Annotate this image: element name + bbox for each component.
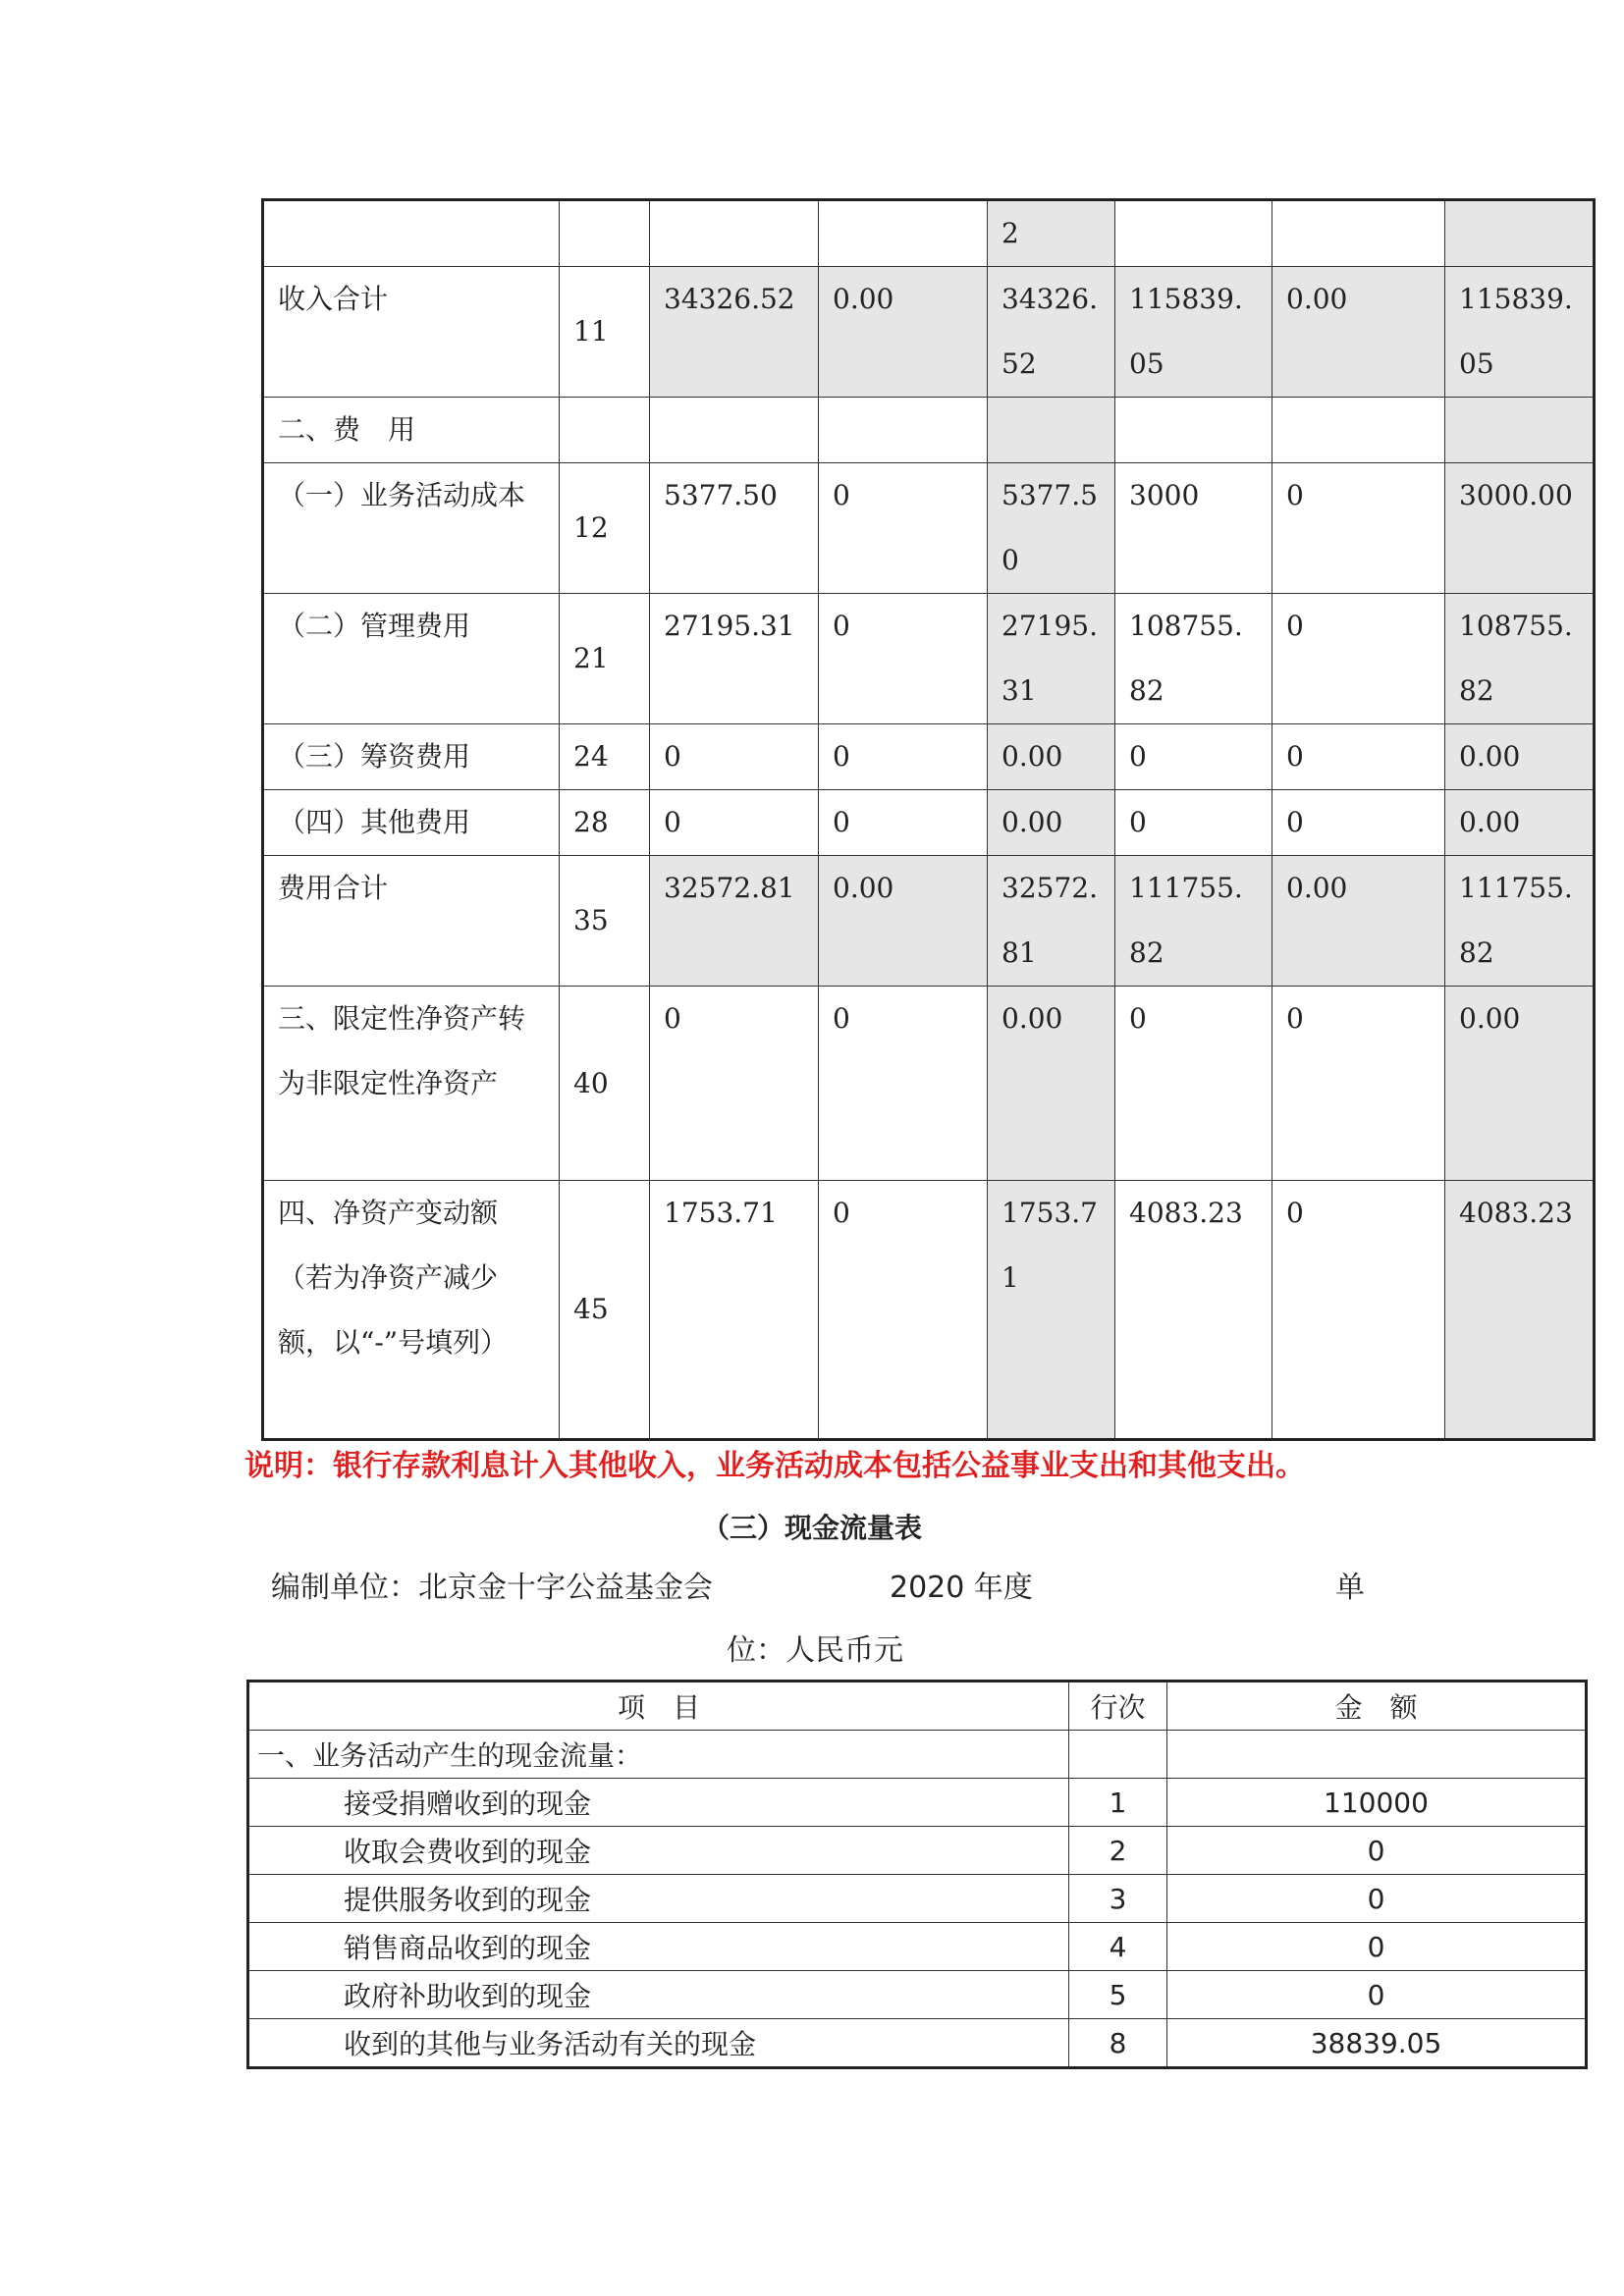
item-label: 销售商品收到的现金	[248, 1923, 1069, 1971]
line-number: 45	[560, 1181, 650, 1440]
value-cell: 2	[988, 200, 1115, 267]
value-cell: 34326.52	[650, 267, 819, 398]
row-label: （四）其他费用	[263, 790, 560, 856]
row-label: 二、费 用	[263, 398, 560, 463]
table-row	[248, 1779, 1587, 1827]
value-cell: 0	[819, 987, 988, 1181]
table-header-row	[248, 1682, 1587, 1731]
value-cell: 0.00	[1445, 724, 1595, 790]
value-cell	[1272, 398, 1445, 463]
line-number: 35	[560, 856, 650, 987]
row-label: 四、净资产变动额（若为净资产减少额，以“-”号填列）	[263, 1181, 560, 1440]
row-label: （一）业务活动成本	[263, 463, 560, 594]
table-row	[263, 724, 1595, 790]
table-row	[248, 1923, 1587, 1971]
value-cell: 0	[819, 463, 988, 594]
amount-cell: 0	[1167, 1923, 1587, 1971]
value-cell: 0.00	[819, 856, 988, 987]
section-row	[248, 1731, 1587, 1779]
empty-cell	[1167, 1731, 1587, 1779]
line-number: 4	[1069, 1923, 1167, 1971]
explanatory-note: 说明：银行存款利息计入其他收入，业务活动成本包括公益事业支出和其他支出。	[244, 1449, 1305, 1483]
value-cell: 0.00	[1272, 856, 1445, 987]
amount-cell: 0	[1167, 1875, 1587, 1923]
amount-cell: 110000	[1167, 1779, 1587, 1827]
value-cell: 0	[1115, 987, 1272, 1181]
value-cell: 0.00	[988, 724, 1115, 790]
item-label: 政府补助收到的现金	[248, 1971, 1069, 2019]
preparer-org: 编制单位：北京金十字公益基金会	[271, 1571, 713, 1605]
value-cell: 0.00	[1272, 267, 1445, 398]
value-cell	[1115, 200, 1272, 267]
line-number: 8	[1069, 2019, 1167, 2068]
table-row	[263, 856, 1595, 987]
table-row	[248, 1875, 1587, 1923]
value-cell: 4083.23	[1115, 1181, 1272, 1440]
line-number: 2	[1069, 1827, 1167, 1875]
report-year: 2020 年度	[890, 1571, 1033, 1605]
line-number	[560, 398, 650, 463]
value-cell: 5377.50	[650, 463, 819, 594]
value-cell: 111755.82	[1445, 856, 1595, 987]
value-cell: 0	[650, 987, 819, 1181]
row-label: 三、限定性净资产转为非限定性净资产	[263, 987, 560, 1181]
line-number: 24	[560, 724, 650, 790]
table-row	[263, 200, 1595, 267]
value-cell: 0	[1272, 987, 1445, 1181]
item-label: 收到的其他与业务活动有关的现金	[248, 2019, 1069, 2068]
value-cell: 0	[819, 790, 988, 856]
value-cell: 108755.82	[1115, 594, 1272, 724]
unit-label-start: 单	[1335, 1571, 1365, 1605]
item-label: 提供服务收到的现金	[248, 1875, 1069, 1923]
table-row	[263, 267, 1595, 398]
item-label: 收取会费收到的现金	[248, 1827, 1069, 1875]
value-cell	[819, 200, 988, 267]
amount-cell: 0	[1167, 1827, 1587, 1875]
column-header-item: 项 目	[248, 1682, 1069, 1731]
value-cell: 0	[650, 724, 819, 790]
value-cell: 32572.81	[650, 856, 819, 987]
value-cell: 0.00	[988, 790, 1115, 856]
value-cell: 27195.31	[650, 594, 819, 724]
line-number: 5	[1069, 1971, 1167, 2019]
line-number: 11	[560, 267, 650, 398]
unit-label-end: 位：人民币元	[727, 1633, 903, 1668]
value-cell: 115839.05	[1115, 267, 1272, 398]
value-cell: 108755.82	[1445, 594, 1595, 724]
value-cell	[1445, 200, 1595, 267]
value-cell: 0	[1115, 724, 1272, 790]
value-cell: 0	[1115, 790, 1272, 856]
value-cell: 32572.81	[988, 856, 1115, 987]
table-row	[263, 398, 1595, 463]
value-cell: 1753.71	[650, 1181, 819, 1440]
amount-cell: 38839.05	[1167, 2019, 1587, 2068]
value-cell: 0	[1272, 724, 1445, 790]
line-number: 21	[560, 594, 650, 724]
value-cell	[650, 398, 819, 463]
value-cell: 0.00	[988, 987, 1115, 1181]
value-cell: 0.00	[819, 267, 988, 398]
value-cell	[988, 398, 1115, 463]
value-cell: 34326.52	[988, 267, 1115, 398]
column-header-line: 行次	[1069, 1682, 1167, 1731]
value-cell: 1753.71	[988, 1181, 1115, 1440]
value-cell: 5377.50	[988, 463, 1115, 594]
table-row	[263, 790, 1595, 856]
value-cell: 0	[650, 790, 819, 856]
item-label: 接受捐赠收到的现金	[248, 1779, 1069, 1827]
value-cell: 0	[819, 594, 988, 724]
value-cell: 0	[819, 724, 988, 790]
value-cell: 111755.82	[1115, 856, 1272, 987]
column-header-amount: 金 额	[1167, 1682, 1587, 1731]
value-cell: 3000	[1115, 463, 1272, 594]
table-row	[248, 2019, 1587, 2068]
value-cell: 0	[1272, 463, 1445, 594]
value-cell: 0.00	[1445, 790, 1595, 856]
value-cell	[1272, 200, 1445, 267]
line-number: 40	[560, 987, 650, 1181]
cash-flow-title: （三）现金流量表	[701, 1512, 922, 1544]
table-row	[263, 1181, 1595, 1440]
value-cell: 0	[819, 1181, 988, 1440]
value-cell: 4083.23	[1445, 1181, 1595, 1440]
activity-statement-table	[261, 198, 1596, 1441]
value-cell: 0.00	[1445, 987, 1595, 1181]
table-row	[248, 1827, 1587, 1875]
amount-cell: 0	[1167, 1971, 1587, 2019]
value-cell: 115839.05	[1445, 267, 1595, 398]
row-label: （二）管理费用	[263, 594, 560, 724]
line-number: 28	[560, 790, 650, 856]
value-cell: 0	[1272, 790, 1445, 856]
line-number: 1	[1069, 1779, 1167, 1827]
value-cell	[1445, 398, 1595, 463]
value-cell: 0	[1272, 1181, 1445, 1440]
value-cell	[819, 398, 988, 463]
line-number: 12	[560, 463, 650, 594]
value-cell: 0	[1272, 594, 1445, 724]
table-row	[263, 463, 1595, 594]
table-row	[263, 594, 1595, 724]
empty-cell	[1069, 1731, 1167, 1779]
line-number: 3	[1069, 1875, 1167, 1923]
table-row	[248, 1971, 1587, 2019]
section-label: 一、业务活动产生的现金流量：	[248, 1731, 1069, 1779]
value-cell: 27195.31	[988, 594, 1115, 724]
value-cell	[1115, 398, 1272, 463]
row-label: 收入合计	[263, 267, 560, 398]
value-cell: 3000.00	[1445, 463, 1595, 594]
table-row	[263, 987, 1595, 1181]
value-cell	[650, 200, 819, 267]
row-label: （三）筹资费用	[263, 724, 560, 790]
row-label: 费用合计	[263, 856, 560, 987]
row-label	[263, 200, 560, 267]
cash-flow-table	[246, 1680, 1588, 2069]
line-number	[560, 200, 650, 267]
